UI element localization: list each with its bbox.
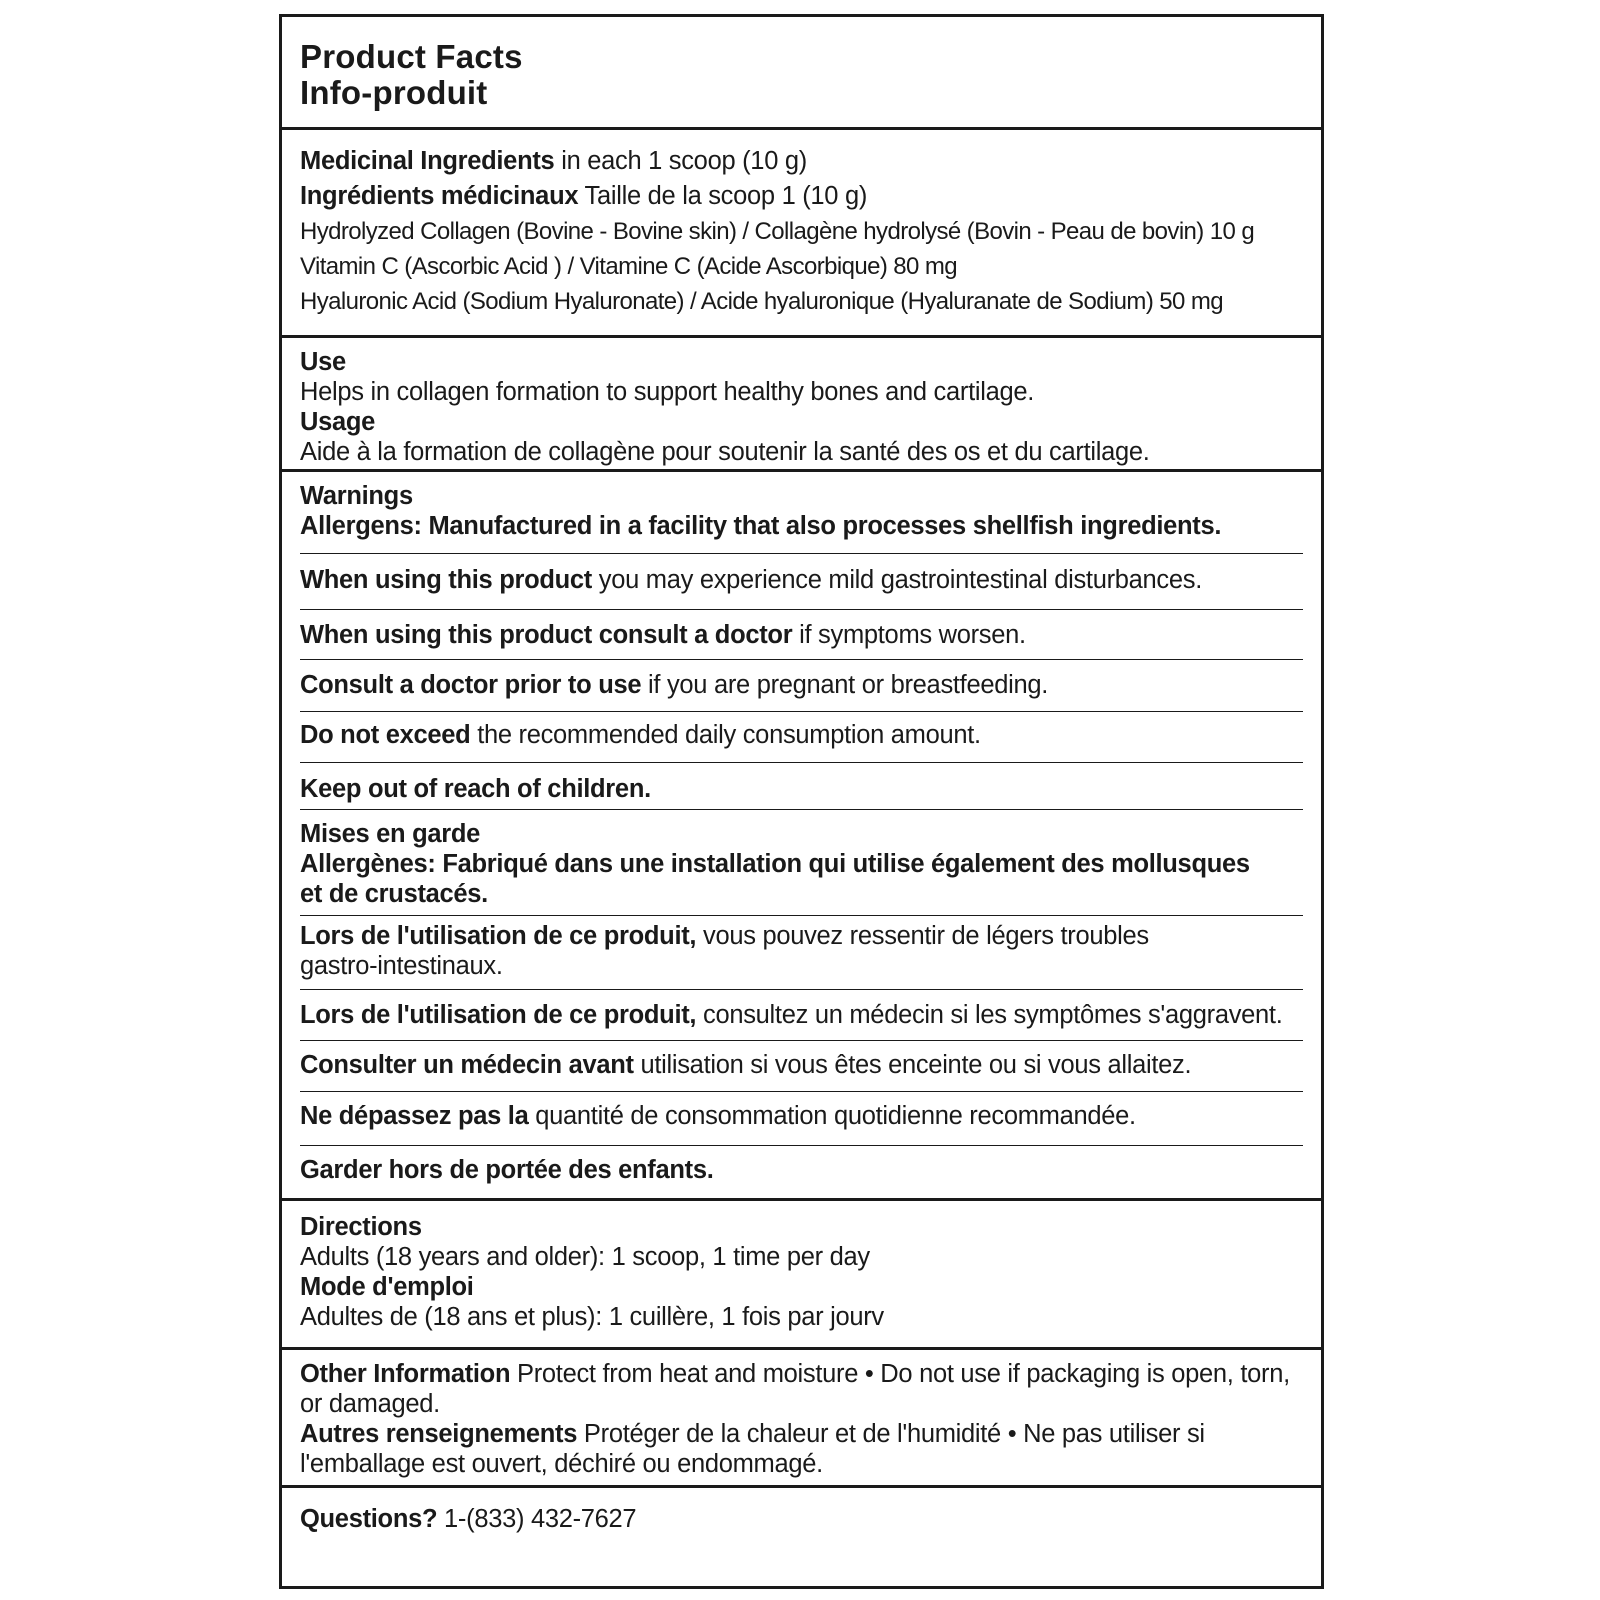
thin-divider (300, 1145, 1303, 1146)
other-text-fr: l'emballage est ouvert, déchiré ou endommagé. (300, 1450, 823, 1478)
other-heading-en: Other Information (300, 1360, 511, 1388)
questions-label: Questions? (300, 1505, 438, 1533)
thin-divider (300, 1040, 1303, 1041)
warning-item-fr (282, 921, 1321, 981)
thin-divider (300, 553, 1303, 554)
divider (282, 1347, 1321, 1350)
thin-divider (300, 915, 1303, 916)
warning-bold: When using this product (300, 566, 592, 594)
thin-divider (300, 609, 1303, 610)
warning-item-en (300, 671, 1048, 700)
warning-bold: Consulter un médecin avant (300, 1051, 634, 1079)
allergens-fr-1: Allergènes: Fabriqué dans une installation qui utilise également des mollusques (300, 850, 1250, 878)
title-en: Product Facts (300, 38, 523, 75)
warning-bold: Consult a doctor prior to use (300, 671, 642, 699)
warning-bold: Lors de l'utilisation de ce produit, (300, 1001, 697, 1029)
divider (282, 127, 1321, 130)
medicinal-heading-en: Medicinal Ingredients (300, 147, 555, 175)
other-information-section (282, 1359, 1321, 1479)
divider (282, 1485, 1321, 1488)
allergens-fr-2: et de crustacés. (300, 880, 488, 908)
ingredient-item: Hydrolyzed Collagen (Bovine - Bovine skin) / Collagène hydrolysé (Bovin - Peau de bovin) 10 g (300, 218, 1255, 245)
directions-heading-fr: Mode d'emploi (300, 1273, 474, 1301)
warnings-heading-en: Warnings (300, 482, 413, 510)
warning-bold: Lors de l'utilisation de ce produit, (300, 922, 697, 950)
warnings-heading-fr: Mises en garde (300, 820, 481, 848)
warning-text: vous pouvez ressentir de légers troubles (696, 922, 1149, 950)
warning-text: if you are pregnant or breastfeeding. (641, 671, 1049, 699)
warning-bold: Do not exceed (300, 721, 471, 749)
thin-divider (300, 989, 1303, 990)
warning-item-en (300, 775, 651, 804)
use-section (282, 347, 1321, 467)
directions-section (282, 1212, 1321, 1332)
other-text-en: or damaged. (300, 1390, 440, 1418)
warnings-heading-block (282, 481, 1321, 541)
warning-text: you may experience mild gastrointestinal disturbances. (592, 566, 1202, 594)
thin-divider (300, 659, 1303, 660)
warning-bold: Ne dépassez pas la (300, 1102, 529, 1130)
warning-text: the recommended daily consumption amount. (470, 721, 981, 749)
serving-fr: Taille de la scoop 1 (10 g) (578, 182, 868, 210)
other-text-fr: Protéger de la chaleur et de l'humidité • Ne pas utiliser si (577, 1420, 1205, 1448)
warning-text: quantité de consommation quotidienne recommandée. (528, 1102, 1136, 1130)
warning-bold: Garder hors de portée des enfants. (300, 1156, 714, 1184)
other-heading-fr: Autres renseignements (300, 1420, 578, 1448)
warning-item-en (300, 621, 1026, 650)
allergens-en: Allergens: Manufactured in a facility that also processes shellfish ingredients. (300, 512, 1222, 540)
thin-divider (300, 1091, 1303, 1092)
serving-en: in each 1 scoop (10 g) (554, 147, 807, 175)
warnings-fr-heading-block (282, 819, 1321, 909)
other-text-en: Protect from heat and moisture • Do not use if packaging is open, torn, (510, 1360, 1290, 1388)
warning-item-fr (300, 1051, 1191, 1080)
divider (282, 1198, 1321, 1201)
warning-text: gastro-intestinaux. (300, 952, 503, 980)
warning-text: if symptoms worsen. (792, 621, 1026, 649)
warning-bold: Keep out of reach of children. (300, 775, 651, 803)
medicinal-heading-fr: Ingrédients médicinaux (300, 182, 579, 210)
use-text-fr: Aide à la formation de collagène pour soutenir la santé des os et du cartilage. (300, 438, 1150, 466)
warning-item-fr (300, 1156, 714, 1185)
warning-item-en (300, 721, 981, 750)
ingredient-item: Vitamin C (Ascorbic Acid ) / Vitamine C (Acide Ascorbique) 80 mg (300, 253, 957, 280)
warning-text: consultez un médecin si les symptômes s'aggravent. (696, 1001, 1283, 1029)
questions-line (300, 1505, 636, 1534)
title-fr: Info-produit (300, 74, 488, 111)
ingredient-item: Hyaluronic Acid (Sodium Hyaluronate) / Acide hyaluronique (Hyaluranate de Sodium) 50 mg (300, 288, 1223, 315)
thin-divider (300, 809, 1303, 810)
thin-divider (300, 711, 1303, 712)
panel-header (282, 39, 1321, 111)
use-heading-en: Use (300, 348, 346, 376)
thin-divider (300, 762, 1303, 763)
questions-phone[interactable]: 1-(833) 432-7627 (437, 1505, 637, 1533)
directions-text-fr: Adultes de (18 ans et plus): 1 cuillère, 1 fois par jourv (300, 1303, 884, 1331)
directions-text-en: Adults (18 years and older): 1 scoop, 1 time per day (300, 1243, 870, 1271)
divider (282, 469, 1321, 472)
use-text-en: Helps in collagen formation to support healthy bones and cartilage. (300, 378, 1035, 406)
use-heading-fr: Usage (300, 408, 376, 436)
warning-item-fr (300, 1102, 1136, 1131)
warning-bold: When using this product consult a doctor (300, 621, 793, 649)
warning-item-en (300, 566, 1202, 595)
divider (282, 335, 1321, 338)
medicinal-ingredients-section (282, 144, 1321, 319)
directions-heading-en: Directions (300, 1213, 422, 1241)
warning-text: utilisation si vous êtes enceinte ou si vous allaitez. (633, 1051, 1192, 1079)
warning-item-fr (300, 1001, 1283, 1030)
product-facts-panel (279, 14, 1324, 1589)
